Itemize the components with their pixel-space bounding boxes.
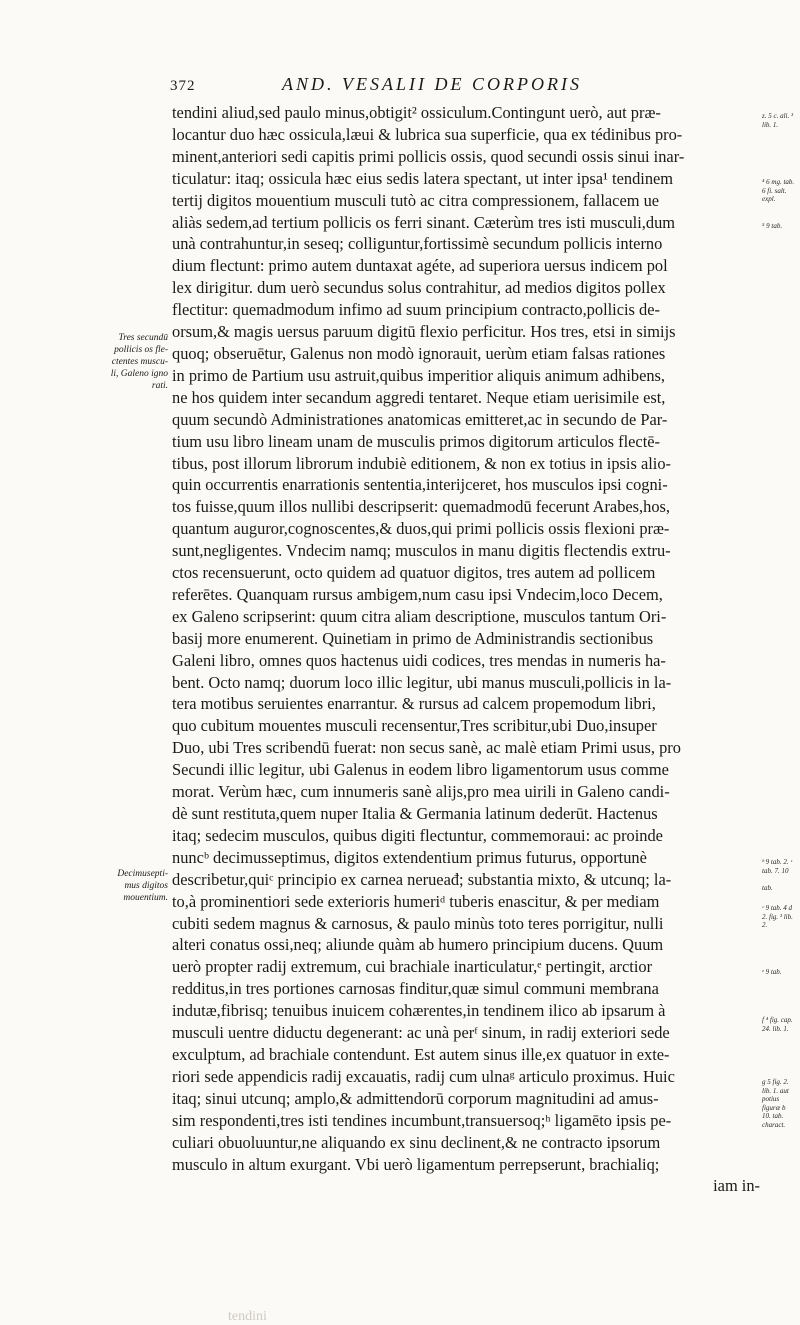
text-line: quin occurrentis enarrationis sententia,interijceret, hos musculos ipsi cogni- [172,475,668,495]
text-line: tendini aliud,sed paulo minus,obtigit² ossiculum.Contingunt uerò, aut præ- [172,103,661,122]
text-line: lex dirigitur. dum uerò secundus solus contrahitur, ad medios digitos pollex [172,278,666,298]
running-title: AND. VESALII DE CORPORIS [282,74,582,94]
text-line: tium usu libro lineam unam de musculis primos digitorum articulos flectē- [172,431,660,451]
text-line: sim respondenti,tres isti tendines incumbunt,transuersoq;ʰ ligamēto ipsis pe- [172,1110,672,1130]
text-line: musculi uentre diductu degenerant: ac unà perᶠ sinum, in radij exteriori sede [172,1023,670,1043]
text-line: quantum auguror,cognoscentes,& duos,qui primi pollicis ossis flexioni præ- [172,519,670,539]
margin-note-right: ᶜ 9 tab. 4 d 2. fig. ³ lib. 2. [762,904,793,929]
text-line: riori sede appendicis radij excauatis, radij cum ulnaᵍ articulo proximus. Huic [172,1066,675,1086]
text-line: culiari obuoluuntur,ne aliquando ex sinu declinent,& ne contracto ipsorum [172,1132,661,1152]
text-line: redditus,in tres portiones carnosas finditur,quæ simul communi membrana [172,979,659,999]
margin-note-left: Decimusepti- mus digitos mouentium. [117,869,168,903]
bleed-through-text: tendini [228,1309,267,1324]
text-line: referētes. Quanquam rursus ambigem,num casu ipsi Vndecim,loco Decem, [172,584,663,604]
text-line: itaq; sinui utcunq; amplo,& admittendorū corporum magnitudini ad amus- [172,1088,659,1108]
text-line: dè sunt restituta,quem nuper Italia & Germania latinum dederūt. Hactenus [172,804,658,823]
text-line: orsum,& magis uersus paruum digitū flexio perficitur. Hos tres, etsi in simijs [172,322,676,342]
text-line: sunt,negligentes. Vndecim namq; musculos in manu digitis flectendis extru- [172,541,671,561]
text-line: nuncᵇ decimusseptimus, digitos extendentium primus futurus, opportunè [172,847,647,867]
text-line: aliàs sedem,ad tertium pollicis os ferri sinant. Cæterùm tres isti musculi,dum [172,212,676,232]
text-line: tos fuisse,quum illos nullibi descripserit: quemadmodū fecerunt Arabes,hos, [172,497,671,517]
text-line: flectitur: quemadmodum infimo ad suum principium contracto,pollicis de- [172,300,660,320]
margin-note-right: ⁴ 6 mg. tab. 6 fi. salt. expl. [762,178,795,203]
text-line: morat. Verùm hæc, cum innumeris sanè alijs,pro mea uirili in Galeno candi- [172,782,670,802]
margin-note-right: ᵉ 9 tab. [762,968,782,976]
text-line: iam in- [713,1176,760,1196]
text-line: to,à prominentiori sede exterioris humeriᵈ tuberis enascitur, & per mediam [172,891,660,911]
text-line: quoq; obseruētur, Galenus non modò ignorauit, uerùm etiam falsas rationes [172,343,666,363]
text-line: tertij digitos mouentium musculi tutò ac citra compressionem, fallacem ue [172,190,660,210]
text-line: Secundi illic legitur, ubi Galenus in eodem libro ligamentorum usus comme [172,760,669,780]
text-line: ne hos quidem inter secandum aggredi tentaret. Neque etiam uerisimile est, [172,387,666,407]
text-line: dium flectunt: primo autem duntaxat agéte, ad superiora uersus indicem pol [172,256,668,276]
text-line: basij more enumerent. Quinetiam in primo de Administrandis sectionibus [172,628,654,648]
margin-note-right: ⁵ 9 tab. [762,222,783,230]
text-line: ticulatur: itaq; ossicula hæc eius sedis latera spectant, ut inter ipsa¹ tendinem [172,168,674,188]
text-line: musculo in altum exurgant. Vbi uerò ligamentum perrepserunt, brachialiq; [172,1154,660,1174]
margin-note-right: z. 5 c. ali. ³ lib. 1. [762,112,794,129]
margin-note-left: Tres secundū pollicis os fle- ctentes muscu- li, Galeno igno rati. [110,333,168,391]
margin-note-right: tab. [762,884,773,892]
text-line: uerò propter radij extremum, cui brachiale inarticulatur,ᵉ pertingit, arctior [172,957,653,977]
text-line: exculptum, ad brachiale contendunt. Est autem sinus ille,ex quatuor in exte- [172,1044,670,1064]
text-line: alteri conatus ossi,neq; aliunde quàm ab humero principium ducens. Quum [172,935,664,955]
text-line: ex Galeno scripserint: quum citra aliam descriptione, musculos tantum Ori- [172,606,667,626]
text-line: tera motibus seruientes enarrantur. & rursus ad calcem propemodum libri, [172,694,656,714]
margin-note-right: g 5 fig. 2. lib. 1. aut potius figuræ b 10. tab. charact. [762,1078,789,1129]
text-line: cubiti sedem magnus & carnosus, & paulo minùs toto teres porrigitur, nulli [172,913,664,933]
text-line: quo cubitum mouentes musculi recensentur,Tres scribitur,ubi Duo,insuper [172,716,657,736]
margin-note-right: f ⁴ fig. cap. 24. lib. 1. [762,1016,793,1033]
text-line: Duo, ubi Tres scribendū fuerat: non secus sanè, ac malè etiam Primi usus, pro [172,738,681,758]
margin-note-right: ᵇ 9 tab. 2. ᶜ tab. 7. 10 [762,858,793,875]
text-line: bent. Octo namq; duorum loco illic legitur, ubi manus musculi,pollicis in la- [172,672,672,692]
text-line: ctos recensuerunt, octo quidem ad quatuor digitos, tres autem ad pollicem [172,563,656,583]
text-line: itaq; sedecim musculos, quibus digiti flectuntur, commemoraui: ac proinde [172,825,663,845]
main-text-column [172,102,760,1197]
text-line: minent,anteriori sedi capitis primi pollicis ossis, quod secundi ossis sinui inar- [172,146,685,166]
text-line: Galeni libro, omnes quos hactenus uidi codices, tres mendas in numeris ha- [172,650,666,670]
text-line: describetur,quiᶜ principio ex carnea nerueađ; substantia mixto, & utcunq; la- [172,869,672,889]
text-line: locantur duo hæc ossicula,læui & lubrica sua superficie, qua ex tédinibus pro- [172,124,683,144]
text-line: quum secundò Administrationes anatomicas emitteret,ac in secundo de Par- [172,409,668,429]
text-line: in primo de Partium usu astruit,quibus imperitior aliquis animum adhibens, [172,365,666,385]
text-line: indutæ,fibrisq; tenuibus inuicem cohærentes,in tendinem ilico ab ipsarum à [172,1001,666,1021]
text-line: tibus, post illorum librorum indubiè editionem, & non ex totius in ipsis alio- [172,453,671,473]
text-line: unà contrahuntur,in seseq; colliguntur,fortissimè secundum pollicis interno [172,234,663,254]
page-number: 372 [170,78,196,94]
